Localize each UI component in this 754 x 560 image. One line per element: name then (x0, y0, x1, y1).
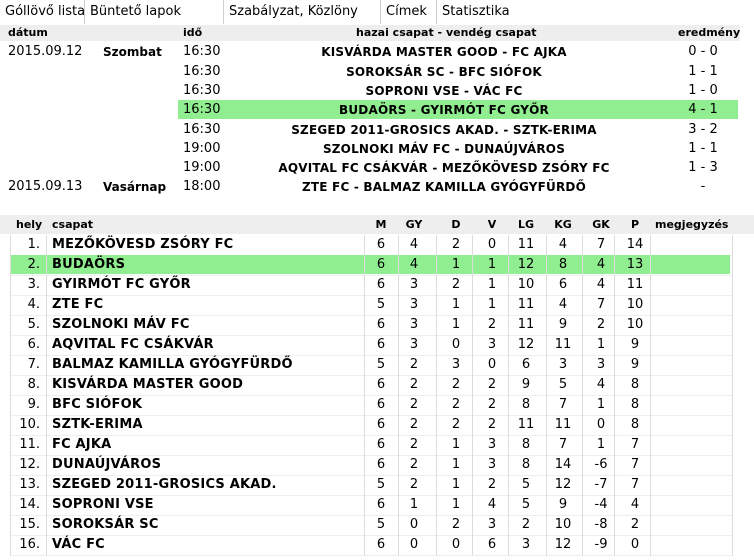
match-teams: SOROKSÁR SC - BFC SIÓFOK (346, 65, 542, 79)
cell-border (650, 235, 733, 256)
cell-border (732, 335, 733, 356)
stat-m: 6 (376, 337, 386, 352)
stat-lg: 5 (521, 497, 531, 512)
table-row (0, 535, 754, 555)
stat-lg: 5 (521, 477, 531, 492)
stat-lg: 11 (517, 237, 535, 252)
cell-border (650, 295, 733, 316)
stat-lg: 12 (517, 337, 535, 352)
stat-v: 2 (487, 477, 497, 492)
position: 16. (19, 537, 40, 552)
stat-gk: 3 (596, 357, 606, 372)
match-date: 2015.09.13 (8, 179, 83, 194)
cell-border (732, 455, 733, 476)
cell-border (732, 375, 733, 396)
table-row (0, 515, 754, 535)
stat-d: 1 (451, 257, 461, 272)
match-result: 1 - 3 (688, 160, 718, 175)
stat-lg: 3 (521, 537, 531, 552)
team-name: BALMAZ KAMILLA GYÓGYFÜRDŐ (52, 357, 293, 372)
stat-kg: 4 (558, 297, 568, 312)
position: 13. (19, 477, 40, 492)
table-row (0, 375, 754, 395)
stat-p: 8 (630, 377, 640, 392)
stat-d: 1 (451, 437, 461, 452)
team-name: ZTE FC (52, 297, 104, 312)
cell-border (732, 435, 733, 456)
cell-border (732, 355, 733, 376)
stat-v: 2 (487, 417, 497, 432)
stat-gy: 3 (409, 277, 419, 292)
team-name: GYIRMÓT FC GYŐR (52, 277, 191, 292)
stat-lg: 10 (517, 277, 535, 292)
cell-border (650, 355, 733, 376)
stat-m: 5 (376, 517, 386, 532)
team-name: AQVITAL FC CSÁKVÁR (52, 337, 214, 352)
match-time: 18:00 (183, 179, 221, 194)
stat-gk: -6 (594, 457, 608, 472)
position: 8. (27, 377, 40, 392)
schedule-row (0, 42, 740, 62)
stat-lg: 2 (521, 517, 531, 532)
stat-gy: 2 (409, 397, 419, 412)
table-row (0, 475, 754, 495)
stat-kg: 5 (558, 377, 568, 392)
cell-border (732, 495, 733, 516)
stat-gk: -7 (594, 477, 608, 492)
team-name: SZOLNOKI MÁV FC (52, 317, 190, 332)
col-pos: hely (16, 218, 43, 231)
nav-goal-scorers[interactable]: Góllövő lista (5, 4, 86, 19)
match-result: 0 - 0 (688, 44, 718, 59)
stat-v: 2 (487, 377, 497, 392)
col-gy: GY (405, 218, 423, 231)
schedule-row (0, 139, 740, 159)
match-result: - (700, 179, 706, 194)
stat-v: 1 (487, 297, 497, 312)
stat-lg: 11 (517, 297, 535, 312)
stat-lg: 12 (517, 257, 535, 272)
schedule-row (0, 62, 740, 82)
table-row (0, 495, 754, 515)
stat-gy: 0 (409, 537, 419, 552)
stat-kg: 12 (554, 477, 572, 492)
stat-kg: 4 (558, 237, 568, 252)
match-teams: KISVÁRDA MASTER GOOD - FC AJKA (321, 45, 567, 59)
stat-kg: 3 (558, 357, 568, 372)
stat-gk: 1 (596, 337, 606, 352)
match-result: 3 - 2 (688, 122, 718, 137)
stat-gy: 4 (409, 237, 419, 252)
position: 6. (27, 337, 40, 352)
top-nav (0, 0, 754, 24)
cell-border (650, 255, 733, 276)
cell-border (732, 255, 733, 276)
match-time: 16:30 (183, 64, 221, 79)
table-row (0, 295, 754, 315)
position: 4. (27, 297, 40, 312)
match-result: 1 - 0 (688, 83, 718, 98)
stat-lg: 6 (521, 357, 531, 372)
stat-gy: 2 (409, 477, 419, 492)
stat-p: 10 (626, 297, 644, 312)
cell-border (650, 535, 733, 556)
nav-rules-bulletin[interactable]: Szabályzat, Közlöny (223, 0, 358, 24)
nav-statistics[interactable]: Statisztika (436, 0, 510, 24)
stat-d: 1 (451, 297, 461, 312)
nav-penalty-cards[interactable]: Büntető lapok (84, 0, 181, 24)
stat-gk: -8 (594, 517, 608, 532)
stat-p: 13 (626, 257, 644, 272)
match-day: Vasárnap (103, 180, 167, 194)
stat-kg: 8 (558, 257, 568, 272)
col-match: hazai csapat - vendég csapat (356, 26, 537, 39)
stat-kg: 11 (554, 417, 572, 432)
team-name: SZEGED 2011-GROSICS AKAD. (52, 477, 277, 492)
stat-v: 6 (487, 537, 497, 552)
stat-gk: -4 (594, 497, 608, 512)
stat-gy: 0 (409, 517, 419, 532)
stat-kg: 7 (558, 397, 568, 412)
stat-v: 1 (487, 277, 497, 292)
stat-d: 2 (451, 397, 461, 412)
stat-d: 2 (451, 277, 461, 292)
stat-d: 1 (451, 317, 461, 332)
stat-gy: 1 (409, 497, 419, 512)
table-row (0, 395, 754, 415)
cell-border (732, 395, 733, 416)
col-m: M (375, 218, 387, 231)
stat-gk: 4 (596, 377, 606, 392)
position: 5. (27, 317, 40, 332)
col-time: idő (183, 26, 203, 39)
stat-v: 0 (487, 237, 497, 252)
cell-border (650, 335, 733, 356)
stat-gy: 2 (409, 357, 419, 372)
match-day: Szombat (103, 45, 162, 59)
stat-lg: 11 (517, 417, 535, 432)
schedule-row-highlighted (0, 100, 740, 120)
stat-v: 3 (487, 517, 497, 532)
position: 15. (19, 517, 40, 532)
cell-border (732, 475, 733, 496)
table-row-highlighted (0, 255, 754, 275)
stat-gk: 7 (596, 297, 606, 312)
table-row (0, 415, 754, 435)
stat-m: 6 (376, 537, 386, 552)
position: 1. (27, 237, 40, 252)
stat-kg: 11 (554, 337, 572, 352)
match-teams: SZEGED 2011-GROSICS AKAD. - SZTK-ERIMA (291, 123, 597, 137)
stat-m: 6 (376, 377, 386, 392)
stat-m: 6 (376, 397, 386, 412)
col-note: megjegyzés (655, 218, 729, 231)
stat-lg: 8 (521, 437, 531, 452)
cell-border (732, 515, 733, 536)
stat-gk: 7 (596, 237, 606, 252)
cell-border (650, 455, 733, 476)
stat-kg: 7 (558, 437, 568, 452)
col-v: V (487, 218, 497, 231)
match-time: 16:30 (183, 102, 221, 117)
stat-v: 2 (487, 317, 497, 332)
team-name: DUNAÚJVÁROS (52, 457, 162, 472)
table-row (0, 275, 754, 295)
stat-v: 4 (487, 497, 497, 512)
col-date: dátum (8, 26, 48, 39)
cell-border (650, 515, 733, 536)
stat-d: 2 (451, 517, 461, 532)
stat-d: 0 (451, 337, 461, 352)
match-time: 16:30 (183, 122, 221, 137)
cell-border (650, 415, 733, 436)
col-p: P (630, 218, 640, 231)
standings-header (0, 215, 754, 234)
stat-v: 3 (487, 337, 497, 352)
stat-v: 2 (487, 397, 497, 412)
stat-m: 6 (376, 417, 386, 432)
stat-p: 9 (630, 337, 640, 352)
stat-gk: 2 (596, 317, 606, 332)
match-result: 1 - 1 (688, 141, 718, 156)
team-name: KISVÁRDA MASTER GOOD (52, 377, 244, 392)
stat-lg: 9 (521, 377, 531, 392)
cell-border (650, 395, 733, 416)
team-name: SZTK-ERIMA (52, 417, 143, 432)
stat-v: 0 (487, 357, 497, 372)
stat-d: 1 (451, 477, 461, 492)
match-time: 16:30 (183, 83, 221, 98)
stat-d: 2 (451, 417, 461, 432)
cell-border (732, 235, 733, 256)
stat-m: 5 (376, 297, 386, 312)
stat-gy: 2 (409, 437, 419, 452)
schedule-row (0, 120, 740, 140)
stat-p: 7 (630, 477, 640, 492)
stat-p: 9 (630, 357, 640, 372)
schedule-header (0, 25, 740, 41)
stat-gy: 3 (409, 317, 419, 332)
match-teams: AQVITAL FC CSÁKVÁR - MEZŐKÖVESD ZSÓRY FC (278, 161, 610, 175)
cell-border (732, 275, 733, 296)
stat-d: 1 (451, 457, 461, 472)
stat-p: 7 (630, 437, 640, 452)
stat-p: 0 (630, 537, 640, 552)
table-row (0, 335, 754, 355)
schedule-row (0, 177, 740, 197)
match-time: 16:30 (183, 44, 221, 59)
position: 12. (19, 457, 40, 472)
col-gk: GK (592, 218, 610, 231)
stat-gk: 1 (596, 397, 606, 412)
match-result: 4 - 1 (688, 102, 718, 117)
cell-border (732, 315, 733, 336)
match-teams: ZTE FC - BALMAZ KAMILLA GYÓGYFÜRDŐ (301, 180, 586, 194)
col-kg: KG (554, 218, 572, 231)
stat-lg: 8 (521, 457, 531, 472)
schedule-row (0, 158, 740, 178)
stat-kg: 10 (554, 517, 572, 532)
stat-p: 7 (630, 457, 640, 472)
col-lg: LG (517, 218, 535, 231)
position: 14. (19, 497, 40, 512)
position: 7. (27, 357, 40, 372)
stat-m: 5 (376, 477, 386, 492)
stat-kg: 9 (558, 497, 568, 512)
stat-d: 2 (451, 237, 461, 252)
stat-m: 6 (376, 237, 386, 252)
col-result: eredmény (678, 26, 741, 39)
stat-lg: 11 (517, 317, 535, 332)
cell-border (650, 315, 733, 336)
stat-gy: 2 (409, 417, 419, 432)
stat-kg: 14 (554, 457, 572, 472)
stat-gy: 2 (409, 377, 419, 392)
match-time: 19:00 (183, 160, 221, 175)
stat-v: 3 (487, 457, 497, 472)
stat-gk: 4 (596, 257, 606, 272)
stat-lg: 8 (521, 397, 531, 412)
stat-gk: -9 (594, 537, 608, 552)
cell-border (650, 275, 733, 296)
stat-gk: 1 (596, 437, 606, 452)
stat-p: 2 (630, 517, 640, 532)
team-name: BUDAÖRS (52, 257, 126, 272)
cell-border (650, 475, 733, 496)
stat-m: 6 (376, 457, 386, 472)
stat-kg: 12 (554, 537, 572, 552)
match-date: 2015.09.12 (8, 44, 83, 59)
cell-border (732, 415, 733, 436)
stat-gk: 4 (596, 277, 606, 292)
cell-border (650, 495, 733, 516)
cell-border (650, 435, 733, 456)
table-row (0, 455, 754, 475)
stat-gy: 4 (409, 257, 419, 272)
team-name: VÁC FC (52, 537, 105, 552)
stat-gy: 3 (409, 337, 419, 352)
stat-d: 0 (451, 537, 461, 552)
team-name: FC AJKA (52, 437, 112, 452)
stat-m: 6 (376, 437, 386, 452)
match-time: 19:00 (183, 141, 221, 156)
table-row (0, 235, 754, 255)
stat-p: 8 (630, 417, 640, 432)
team-name: MEZŐKÖVESD ZSÓRY FC (52, 237, 234, 252)
match-teams: BUDAÖRS - GYIRMÓT FC GYŐR (339, 103, 549, 117)
stat-d: 1 (451, 497, 461, 512)
stat-m: 5 (376, 357, 386, 372)
stat-p: 4 (630, 497, 640, 512)
stat-d: 2 (451, 377, 461, 392)
stat-kg: 9 (558, 317, 568, 332)
team-name: BFC SIÓFOK (52, 397, 143, 412)
position: 11. (19, 437, 40, 452)
stat-p: 8 (630, 397, 640, 412)
stat-kg: 6 (558, 277, 568, 292)
team-name: SOROKSÁR SC (52, 517, 159, 532)
cell-border (732, 295, 733, 316)
stat-d: 3 (451, 357, 461, 372)
match-result: 1 - 1 (688, 64, 718, 79)
stat-m: 6 (376, 317, 386, 332)
stat-gy: 3 (409, 297, 419, 312)
position: 9. (27, 397, 40, 412)
table-row (0, 315, 754, 335)
stat-m: 6 (376, 277, 386, 292)
table-row (0, 435, 754, 455)
table-row (0, 355, 754, 375)
stat-p: 10 (626, 317, 644, 332)
stat-p: 14 (626, 237, 644, 252)
stat-v: 1 (487, 257, 497, 272)
position: 3. (27, 277, 40, 292)
stat-v: 3 (487, 437, 497, 452)
stat-m: 6 (376, 497, 386, 512)
stat-gy: 2 (409, 457, 419, 472)
col-d: D (451, 218, 461, 231)
position: 2. (27, 257, 40, 272)
col-team: csapat (52, 218, 94, 231)
cell-border (650, 375, 733, 396)
stat-m: 6 (376, 257, 386, 272)
nav-addresses[interactable]: Címek (380, 0, 427, 24)
stat-gk: 0 (596, 417, 606, 432)
match-teams: SZOLNOKI MÁV FC - DUNAÚJVÁROS (322, 142, 566, 156)
team-name: SOPRONI VSE (52, 497, 154, 512)
position: 10. (19, 417, 40, 432)
stat-p: 11 (626, 277, 644, 292)
cell-border (732, 535, 733, 556)
schedule-row (0, 81, 740, 101)
match-teams: SOPRONI VSE - VÁC FC (365, 84, 523, 98)
